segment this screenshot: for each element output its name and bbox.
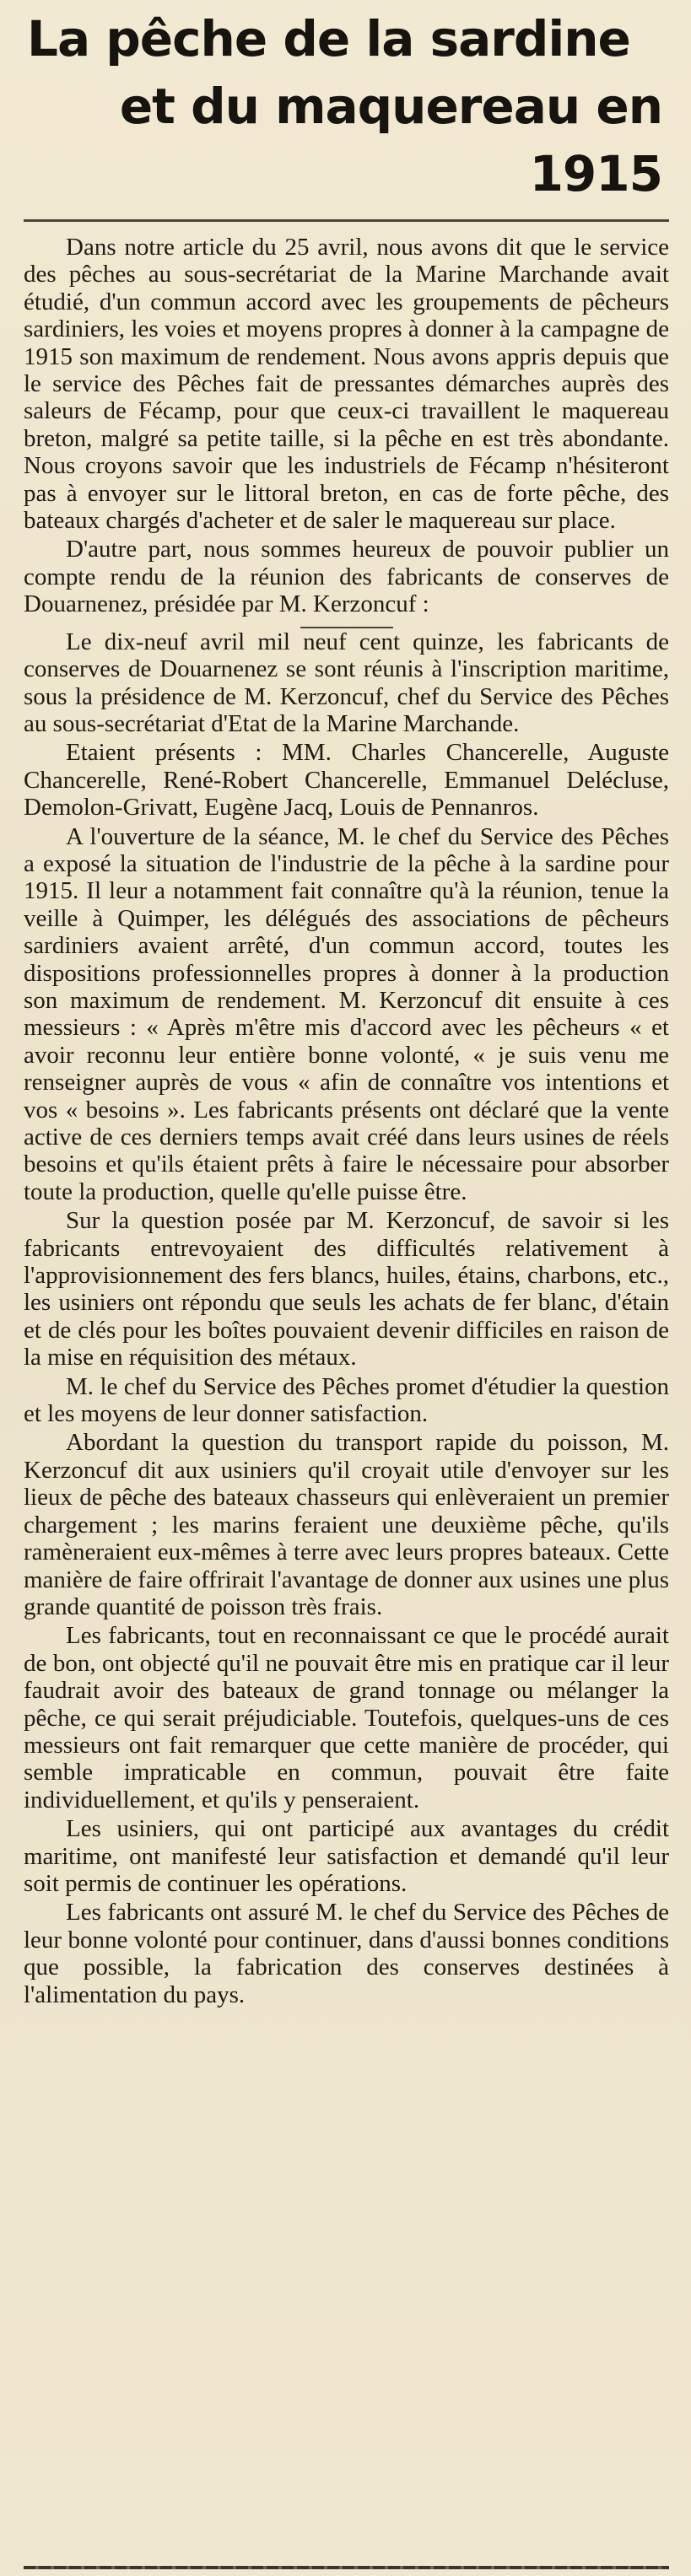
paragraph-meeting-date: Le dix-neuf avril mil neuf cent quinze, les fabricants de conserves de Douarnenez se sont réunis à l'inscription maritime, sous la présidence de M. Kerzoncuf, chef du Service des Pêches au sous-secrétariat d'Etat de la Marine Marchande. (24, 628, 669, 737)
article-body (24, 234, 669, 2008)
article-headline (24, 0, 669, 207)
paragraph-objection: Les fabricants, tout en reconnaissant ce que le procédé aurait de bon, ont objecté qu'il ne pouvait être mis en pratique car il leur faudrait avoir des bateaux de grand tonnage ou mélanger la pêche, ce qui serait préjudiciable. Toutefois, quelques-uns de ces messieurs ont fait remarquer que cette manière de procéder, qui semble impraticable en commun, pouvait être faite individuellement, et qu'ils y penseraient. (24, 1622, 669, 1813)
paragraph-opening: A l'ouverture de la séance, M. le chef du Service des Pêches a exposé la situation de l'industrie de la pêche à la sardine pour 1915. Il leur a notamment fait connaître qu'à la réunion, tenue la veille à Quimper, les délégués des associations de pêcheurs sardiniers avaient arrêté, d'un commun accord, toutes les dispositions professionnelles propres à donner à la production son maximum de rendement. M. Kerzoncuf dit ensuite à ces messieurs : « Après m'être mis d'accord avec les pêcheurs « et avoir reconnu leur entière bonne volonté, « je suis venu me renseigner auprès de vous « afin de connaître vos intentions et vos « besoins ». Les fabricants présents ont déclaré que la vente active de ces derniers temps avait créé dans leurs usines de réels besoins et qu'ils étaient prêts à faire le nécessaire pour absorber toute la production, quelle qu'elle puisse être. (24, 822, 669, 1205)
bottom-rule (24, 2566, 669, 2569)
paragraph-intro: Dans notre article du 25 avril, nous avons dit que le service des pêches au sous-secrétariat de la Marine Marchande avait étudié, d'un commun accord avec les groupements de pêcheurs sardiniers, les voies et moyens propres à donner à la campagne de 1915 son maximum de rendement. Nous avons appris depuis que le service des Pêches fait de pressantes démarches auprès des saleurs de Fécamp, pour que ceux-ci travaillent le maquereau breton, malgré sa petite taille, si la pêche en est très abondante. Nous croyons savoir que les industriels de Fécamp n'hésiteront pas à envoyer sur le littoral breton, en cas de forte pêche, des bateaux chargés d'acheter et de saler le maquereau sur place. (24, 234, 669, 535)
paragraph-transport: Abordant la question du transport rapide du poisson, M. Kerzoncuf dit aux usiniers qu'il croyait utile d'envoyer sur les lieux de pêche des bateaux chasseurs qui enlèveraient un premier chargement ; les marins feraient une deuxième pêche, qu'ils ramèneraient eux-mêmes à terre avec leurs propres bateaux. Cette manière de faire offrirait l'avantage de donner aux usines une plus grande quantité de poisson très frais. (24, 1429, 669, 1620)
headline-rule (24, 219, 669, 222)
headline-line-1: La pêche de la sardine (27, 10, 630, 67)
paragraph-credit: Les usiniers, qui ont participé aux avantages du crédit maritime, ont manifesté leur satisfaction et demandé qu'il leur soit permis de continuer les opérations. (24, 1815, 669, 1897)
headline-line-2: et du maquereau en 1915 (119, 78, 662, 202)
paragraph-promise: M. le chef du Service des Pêches promet d'étudier la question et les moyens de leur donner satisfaction. (24, 1372, 669, 1428)
paragraph-report-announce: D'autre part, nous sommes heureux de pouvoir publier un compte rendu de la réunion des fabricants de conserves de Douarnenez, présidée par M. Kerzoncuf : (24, 536, 669, 618)
paragraph-closing: Les fabricants ont assuré M. le chef du Service des Pêches de leur bonne volonté pour continuer, dans d'aussi bonnes conditions que possible, la fabrication des conserves destinées à l'alimentation du pays. (24, 1899, 669, 2008)
paragraph-attendees: Etaient présents : MM. Charles Chancerelle, Auguste Chancerelle, René-Robert Chancerelle, Emmanuel Delécluse, Demolon-Grivatt, Eugène Jacq, Louis de Pennanros. (24, 739, 669, 822)
paragraph-supplies: Sur la question posée par M. Kerzoncuf, de savoir si les fabricants entrevoyaient des difficultés relativement à l'approvisionnement des fers blancs, huiles, étains, charbons, etc., les usiniers ont répondu que seuls les achats de fer blanc, d'étain et de clés pour les boîtes pouvaient devenir difficiles en raison de la mise en réquisition des métaux. (24, 1207, 669, 1372)
